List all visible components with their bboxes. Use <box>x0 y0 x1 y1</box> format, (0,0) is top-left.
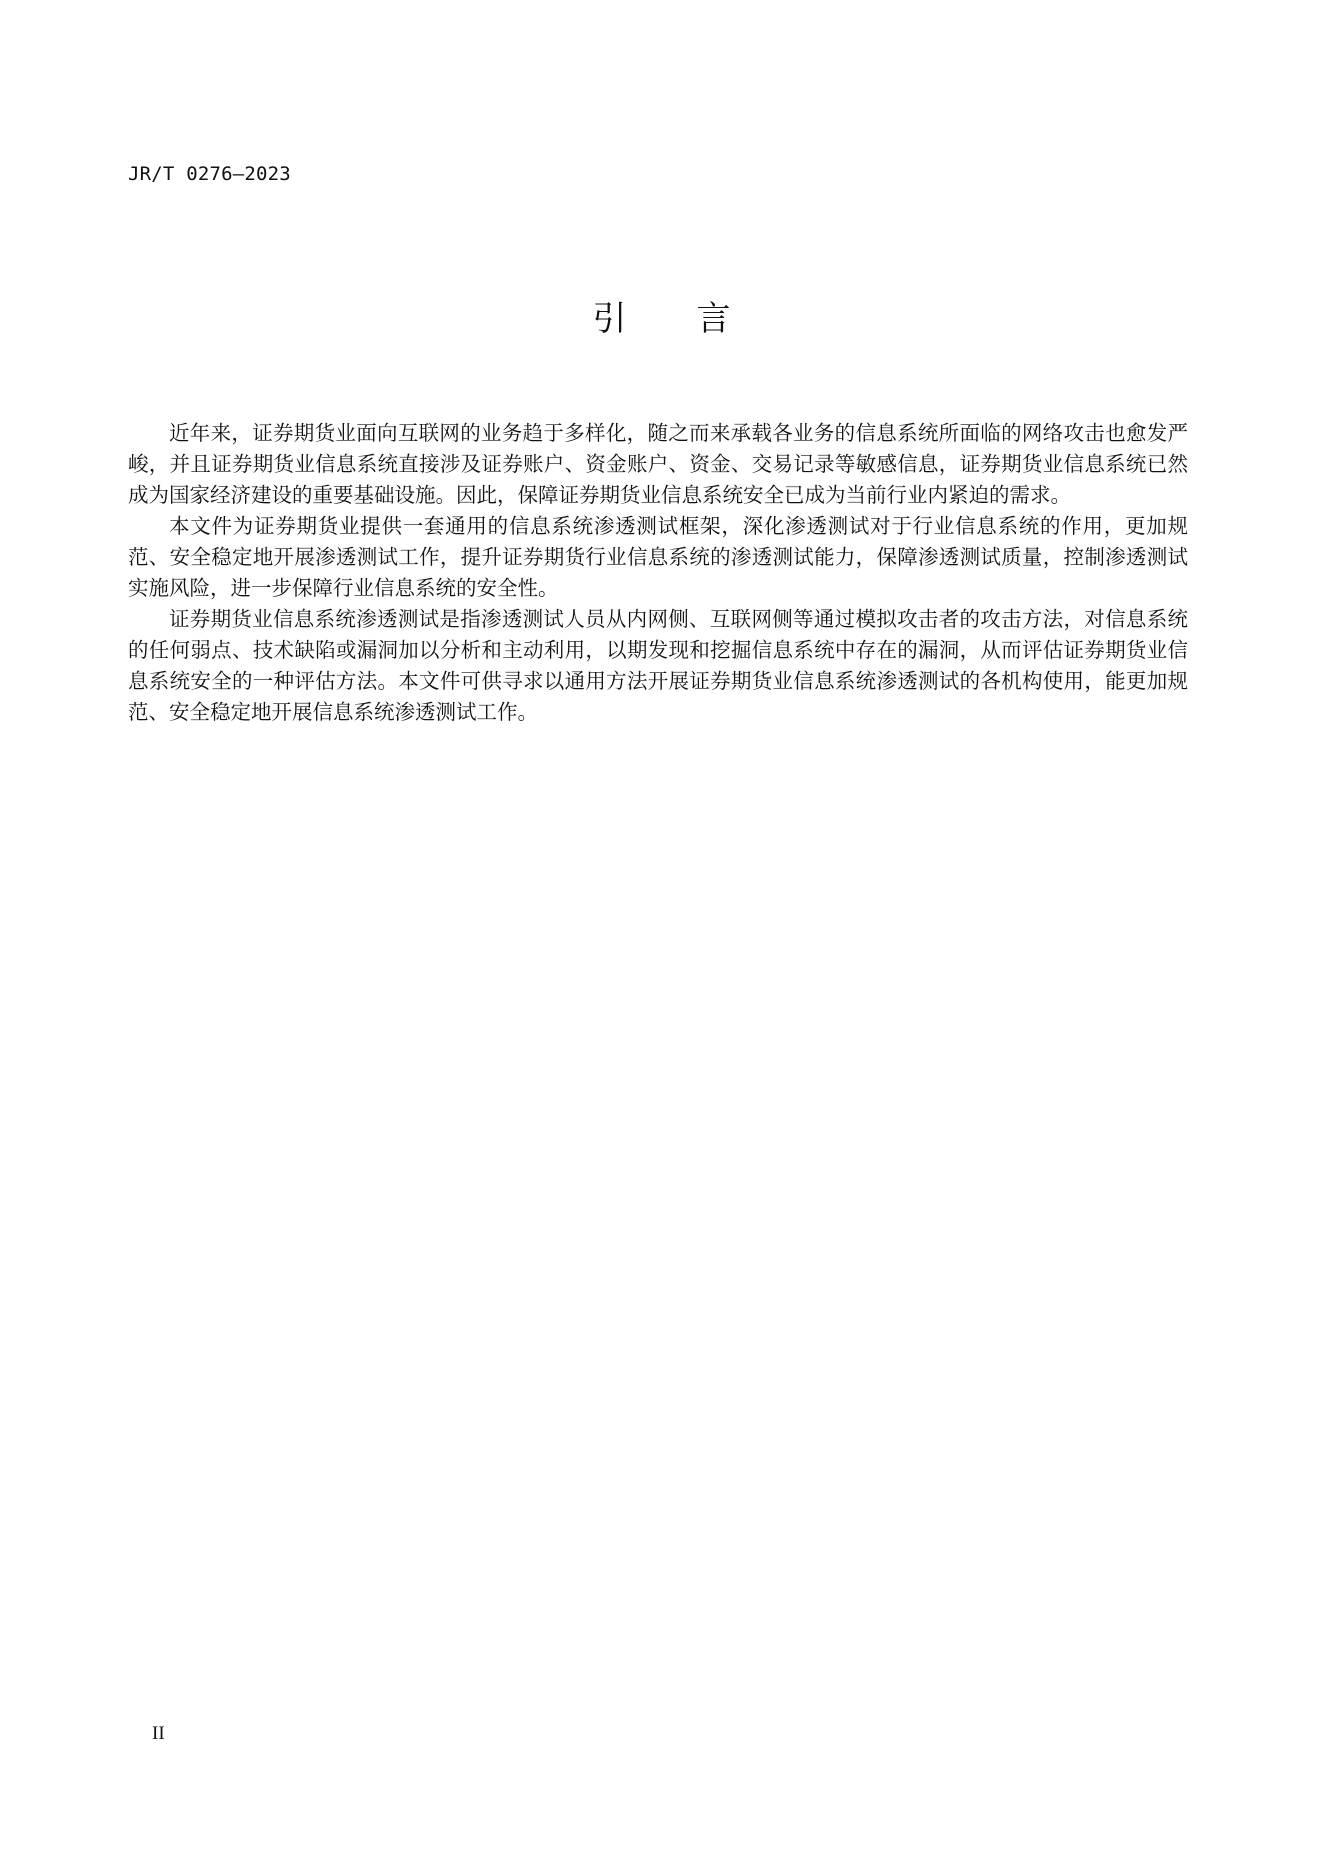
section-title-char-1: 引 <box>592 299 627 339</box>
section-title-char-2: 言 <box>696 299 731 339</box>
paragraph-2: 本文件为证券期货业提供一套通用的信息系统渗透测试框架，深化渗透测试对于行业信息系统的作用，更加规范、安全稳定地开展渗透测试工作，提升证券期货行业信息系统的渗透测试能力，保障渗透测试质量，控制渗透测试实施风险，进一步保障行业信息系统的安全性。 <box>128 514 1188 600</box>
page-number: II <box>152 1723 165 1744</box>
document-code: JR/T 0276—2023 <box>128 163 291 185</box>
paragraph-1: 近年来，证券期货业面向互联网的业务趋于多样化，随之而来承载各业务的信息系统所面临的网络攻击也愈发严峻，并且证券期货业信息系统直接涉及证券账户、资金账户、资金、交易记录等敏感信息，证券期货业信息系统已然成为国家经济建设的重要基础设施。因此，保障证券期货业信息系统安全已成为当前行业内紧迫的需求。 <box>128 421 1188 507</box>
section-title <box>0 295 1323 343</box>
paragraph-3: 证券期货业信息系统渗透测试是指渗透测试人员从内网侧、互联网侧等通过模拟攻击者的攻击方法，对信息系统的任何弱点、技术缺陷或漏洞加以分析和主动利用，以期发现和挖掘信息系统中存在的漏洞，从而评估证券期货业信息系统安全的一种评估方法。本文件可供寻求以通用方法开展证券期货业信息系统渗透测试的各机构使用，能更加规范、安全稳定地开展信息系统渗透测试工作。 <box>128 607 1188 724</box>
introduction-body <box>128 418 1188 728</box>
